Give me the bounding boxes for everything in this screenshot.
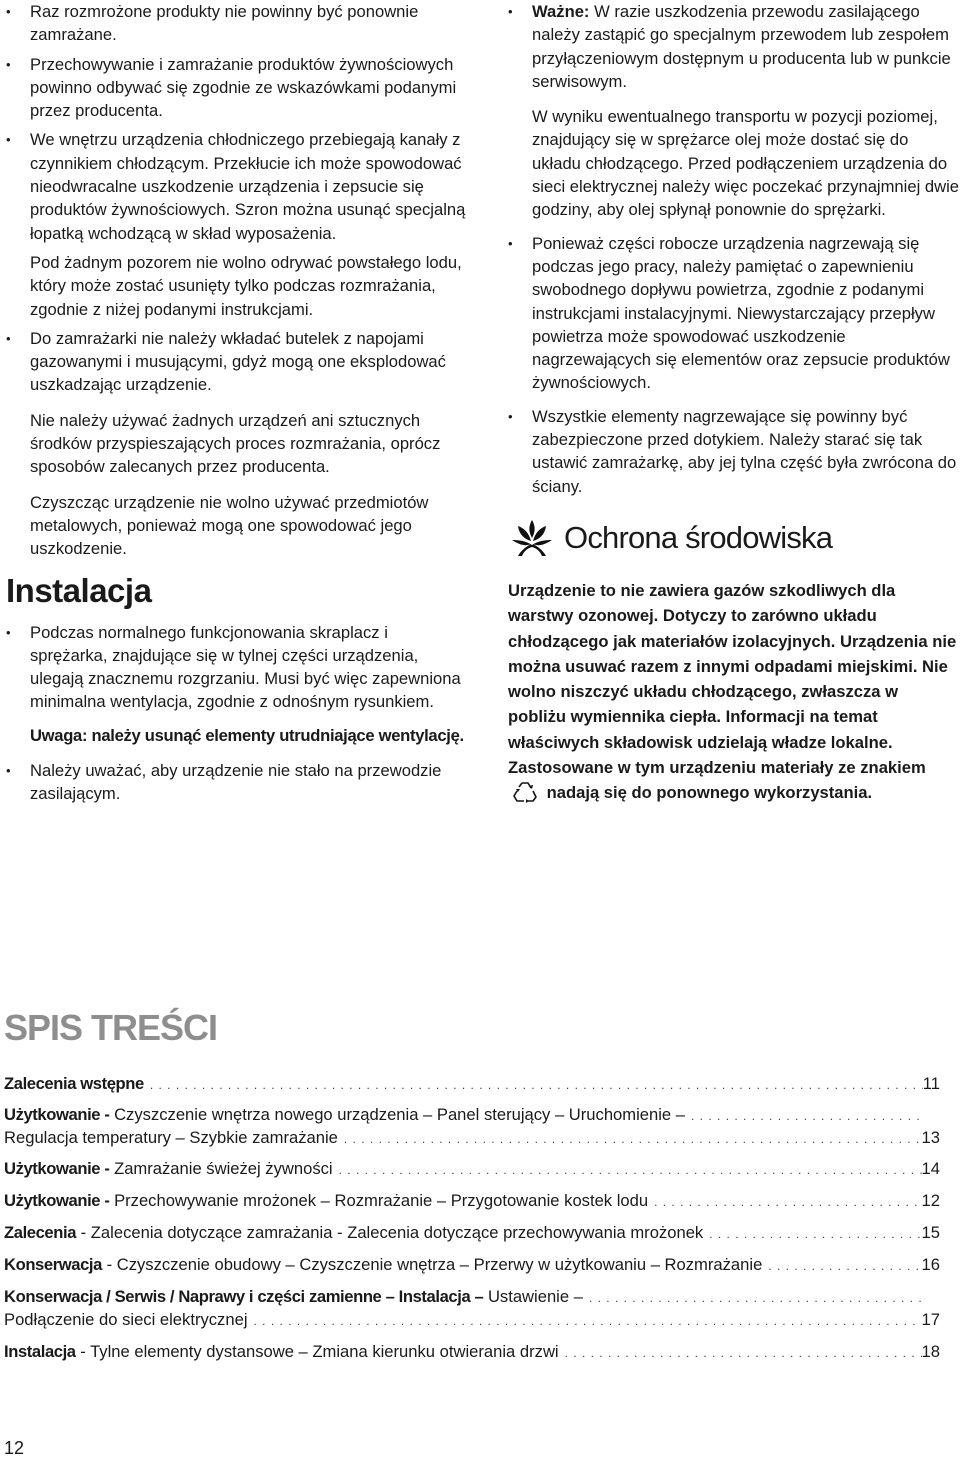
toc-entry-keyword: Użytkowanie - — [4, 1191, 110, 1210]
bullet-channels: • We wnętrzu urządzenia chłodniczego przebiegają kanały z czynnikiem chłodzącym. Przekłucie ich może spowodować nieodwracalne uszkodzenie urządzenia i zepsucie się produktów żywnościowych. Szron można usunąć specjalną łopatką wchodzącą w skład wyposażenia. — [6, 128, 468, 244]
toc-entry-keyword: Konserwacja / Serwis / Naprawy i części zamienne – Instalacja – — [4, 1287, 484, 1306]
right-column — [508, 0, 960, 806]
bullet-heating-parts: • Ponieważ części robocze urządzenia nagrzewają się podczas jego pracy, należy pamiętać o zapewnieniu swobodnego dopływu powietrza, zgodnie z podanymi instrukcjami instalacyjnymi. Niewystarczający przepływ powietrza może spowodować uszkodzenie nagrzewających się elementów oraz zepsucie produktów żywnościowych. — [508, 232, 960, 395]
toc-entry — [4, 1072, 940, 1095]
toc-leader — [768, 1253, 921, 1278]
toc-entry-keyword: Użytkowanie - — [4, 1105, 110, 1124]
toc-entry — [4, 1285, 940, 1331]
environment-text: Urządzenie to nie zawiera gazów szkodliwych dla warstwy ozonowej. Dotyczy to zarówno układu chłodzącego jak materiałów izolacyjnych. Urządzenia nie można usuwać razem z innymi odpadami miejskimi. Nie wolno niszczyć układu chłodzącego, zwłaszcza w pobliżu wymiennika ciepła. Informacji na temat właściwych składowisk udzielają władze lokalne. Zastosowane w tym urządzeniu materiały ze znakiem — [508, 580, 957, 778]
toc-entry-keyword: Instalacja — [4, 1342, 76, 1361]
toc-entry — [4, 1340, 940, 1363]
toc-entry-text: - Tylne elementy dystansowe – Zmiana kierunku otwierania drzwi — [75, 1342, 559, 1361]
left-column — [6, 0, 468, 806]
paragraph-ice: Pod żadnym pozorem nie wolno odrywać powstałego lodu, który może zostać usunięty tylko podczas rozmrażania, zgodnie z niżej podanymi instrukcjami. — [30, 252, 462, 319]
paragraph-metal-objects: Czyszcząc urządzenie nie wolno używać przedmiotów metalowych, ponieważ mogą one spowodować jego uszkodzenie. — [30, 492, 429, 559]
important-text: W razie uszkodzenia przewodu zasilającego należy zastąpić go specjalnym przewodem lub zespołem przyłączeniowym dostępnym u producenta lub w punkcie serwisowym. — [532, 2, 951, 91]
toc-entry-text: Podłączenie do sieci elektrycznej — [4, 1310, 248, 1329]
toc-page-number: 13 — [921, 1128, 940, 1147]
toc-entry-keyword: Zalecenia wstępne — [4, 1074, 144, 1093]
table-of-contents — [4, 1000, 940, 1363]
environment-paragraph — [508, 578, 960, 806]
toc-page-number: 11 — [922, 1074, 940, 1093]
toc-entry-text: Regulacja temperatury – Szybkie zamrażanie — [4, 1128, 338, 1147]
paragraph-transport: W wyniku ewentualnego transportu w pozycji poziomej, znajdujący się w sprężarce olej może dostać się do układu chłodzącego. Przed podłączeniem urządzenia do sieci elektrycznej należy więc poczekać przynajmniej dwie godziny, aby olej spłynął ponownie do sprężarki. — [532, 107, 960, 220]
toc-leader — [254, 1308, 922, 1333]
toc-entry-text: - Czyszczenie obudowy – Czyszczenie wnętrza – Przerwy w użytkowaniu – Rozmrażanie — [101, 1255, 763, 1274]
toc-entry — [4, 1221, 940, 1244]
toc-leader — [654, 1189, 921, 1214]
warning-ventilation: Uwaga: należy usunąć elementy utrudniające wentylację. — [30, 725, 464, 745]
toc-leader — [150, 1072, 923, 1097]
toc-leader — [709, 1221, 921, 1246]
section-heading-instalacja: Instalacja — [6, 571, 152, 609]
toc-leader — [565, 1340, 922, 1365]
toc-entry-text: Czyszczenie wnętrza nowego urządzenia – Panel sterujący – Uruchomienie – — [109, 1105, 686, 1124]
bullet-power-cord: • Należy uważać, aby urządzenie nie stało na przewodzie zasilającym. — [6, 759, 468, 806]
toc-page-number: 14 — [921, 1159, 940, 1178]
recycle-icon — [512, 780, 538, 804]
toc-entry — [4, 1103, 940, 1149]
toc-page-number: 15 — [921, 1223, 940, 1242]
toc-entry — [4, 1157, 940, 1180]
toc-entry — [4, 1189, 940, 1212]
toc-entry — [4, 1253, 940, 1276]
toc-leader — [691, 1103, 922, 1128]
bullet-storage: • Przechowywanie i zamrażanie produktów żywnościowych powinno odbywać się zgodnie ze wskazówkami podanymi przez producenta. — [6, 53, 468, 123]
toc-title: SPIS TREŚCI — [4, 1007, 218, 1048]
toc-page-number: 12 — [921, 1191, 940, 1210]
important-label: Ważne: — [532, 2, 590, 21]
bullet-bottles: • Do zamrażarki nie należy wkładać butelek z napojami gazowanymi i musującymi, gdyż mogą one eksplodować uszkadzając urządzenie. — [6, 327, 468, 397]
toc-entry-keyword: Konserwacja — [4, 1255, 102, 1274]
toc-leader — [339, 1157, 922, 1182]
toc-page-number: 18 — [921, 1342, 940, 1361]
bullet-protection: • Wszystkie elementy nagrzewające się powinny być zabezpieczone przed dotykiem. Należy starać się tak ustawić zamrażarkę, aby jej tylna część była zwrócona do ściany. — [508, 405, 960, 498]
toc-entry-text: Zamrażanie świeżej żywności — [109, 1159, 333, 1178]
toc-leader — [344, 1126, 922, 1151]
toc-leader — [589, 1285, 922, 1310]
paragraph-defrost-devices: Nie należy używać żadnych urządzeń ani sztucznych środków przyspieszających proces rozmrażania, oprócz sposobów zalecanych przez producenta. — [30, 410, 441, 477]
toc-entry-keyword: Użytkowanie - — [4, 1159, 110, 1178]
bullet-important — [508, 0, 960, 93]
bullet-condenser: • Podczas normalnego funkcjonowania skraplacz i sprężarka, znajdujące się w tylnej części urządzenia, ulegają znacznemu rozgrzaniu. Musi być więc zapewniona minimalna wentylacja, zgodnie z odnośnym rysunkiem. — [6, 621, 468, 714]
toc-entry-text: Ustawienie – — [483, 1287, 583, 1306]
toc-entry-text: Przechowywanie mrożonek – Rozmrażanie – Przygotowanie kostek lodu — [109, 1191, 649, 1210]
environment-flower-icon — [508, 514, 556, 562]
environment-heading — [508, 510, 960, 566]
environment-title: Ochrona środowiska — [564, 520, 833, 556]
page-number: 12 — [4, 1438, 25, 1458]
toc-entry-text: - Zalecenia dotyczące zamrażania - Zalecenia dotyczące przechowywania mrożonek — [76, 1223, 704, 1242]
toc-page-number: 16 — [921, 1255, 940, 1274]
toc-page-number: 17 — [921, 1310, 940, 1329]
environment-text-end: nadają się do ponownego wykorzystania. — [546, 783, 873, 803]
bullet-refreeze: • Raz rozmrożone produkty nie powinny być ponownie zamrażane. — [6, 0, 468, 47]
toc-entry-keyword: Zalecenia — [4, 1223, 77, 1242]
